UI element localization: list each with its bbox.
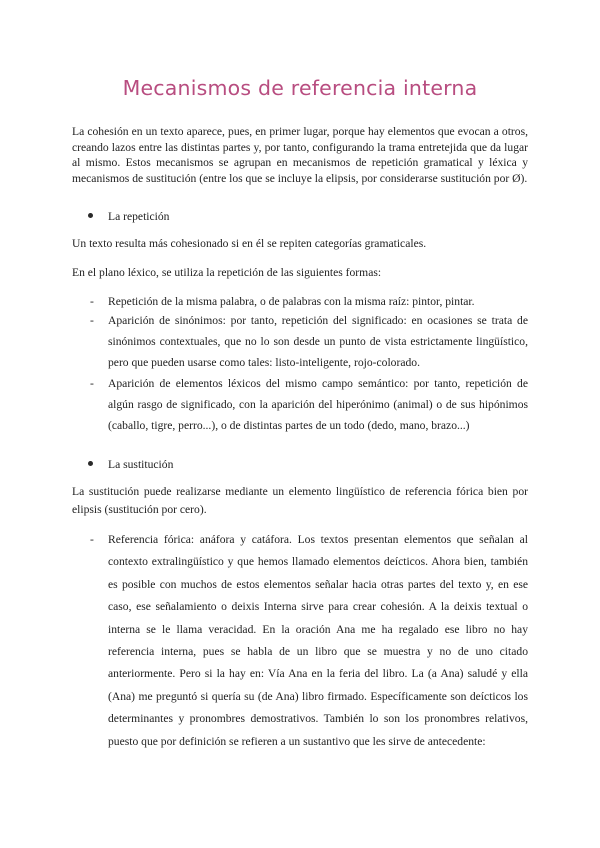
list-item bbox=[88, 529, 528, 755]
intro-paragraph: La cohesión en un texto aparece, pues, en primer lugar, porque hay elementos que evocan a otros, creando lazos entre las distintas partes y, por tanto, configurando la trama entretejida que da lugar al mismo. Estos mecanismos se agrupan en mecanismos de repetición gramatical y léxica y mecanismos de sustitución (entre los que se incluye la elipsis, por considerarse sustitución por Ø). bbox=[72, 125, 528, 185]
page-title: Mecanismos de referencia interna bbox=[122, 76, 478, 100]
bullet-label: La sustitución bbox=[108, 458, 174, 471]
list-item-text: Aparición de elementos léxicos del mismo campo semántico: por tanto, repetición de algún rasgo de significado, con la aparición del hiperónimo (animal) o de sus hipónimos (caballo, tigre, perro...), o de distintas partes de un todo (dedo, mano, brazo...) bbox=[108, 377, 528, 432]
list-item bbox=[88, 291, 528, 312]
dash-marker: - bbox=[90, 314, 94, 327]
bullet-dot-icon bbox=[88, 461, 93, 466]
dash-marker: - bbox=[90, 377, 94, 390]
dash-marker: - bbox=[90, 533, 94, 546]
paragraph-sustitucion: La sustitución puede realizarse mediante un elemento lingüístico de referencia fórica bien por elipsis (sustitución por cero). bbox=[72, 485, 528, 516]
dash-marker: - bbox=[90, 295, 94, 308]
bullet-dot-icon bbox=[88, 213, 93, 218]
list-item bbox=[88, 373, 528, 457]
list-item-text: Referencia fórica: anáfora y catáfora. Los textos presentan elementos que señalan al contexto extralingüístico y que hemos llamado elementos deícticos. Ahora bien, también es posible con muchos de estos elementos señalar hacia otras partes del texto y, en ese caso, ese señalamiento o deixis Interna sirve para crear cohesión. A la deixis textual o interna se le llama veracidad. En la oración Ana me ha regalado ese libro no hay referencia interna, pues se habla de un libro que se muestra y no de uno citado anteriormente. Pero si la hay en: Vía Ana en la feria del libro. La (a Ana) saludé y ella (Ana) me preguntó si quería su (de Ana) libro firmado. Específicamente son deícticos los determinantes y pronombres demostrativos. También lo son los pronombres relativos, puesto que por definición se refieren a un sustantivo que les sirve de antecedente: bbox=[108, 533, 528, 748]
list-item-text: Aparición de sinónimos: por tanto, repetición del significado: en ocasiones se trata de sinónimos contextuales, que no lo son desde un punto de vista estrictamente lingüístico, pero que pueden usarse como tales: listo-inteligente, rojo-colorado. bbox=[108, 314, 528, 369]
paragraph-repeticion: Un texto resulta más cohesionado si en él se repiten categorías gramaticales. bbox=[72, 237, 427, 250]
list-item bbox=[88, 310, 528, 373]
list-item-text: Repetición de la misma palabra, o de palabras con la misma raíz: pintor, pintar. bbox=[108, 295, 475, 308]
paragraph-plano-lexico: En el plano léxico, se utiliza la repetición de las siguientes formas: bbox=[72, 266, 382, 279]
bullet-label: La repetición bbox=[108, 210, 170, 223]
